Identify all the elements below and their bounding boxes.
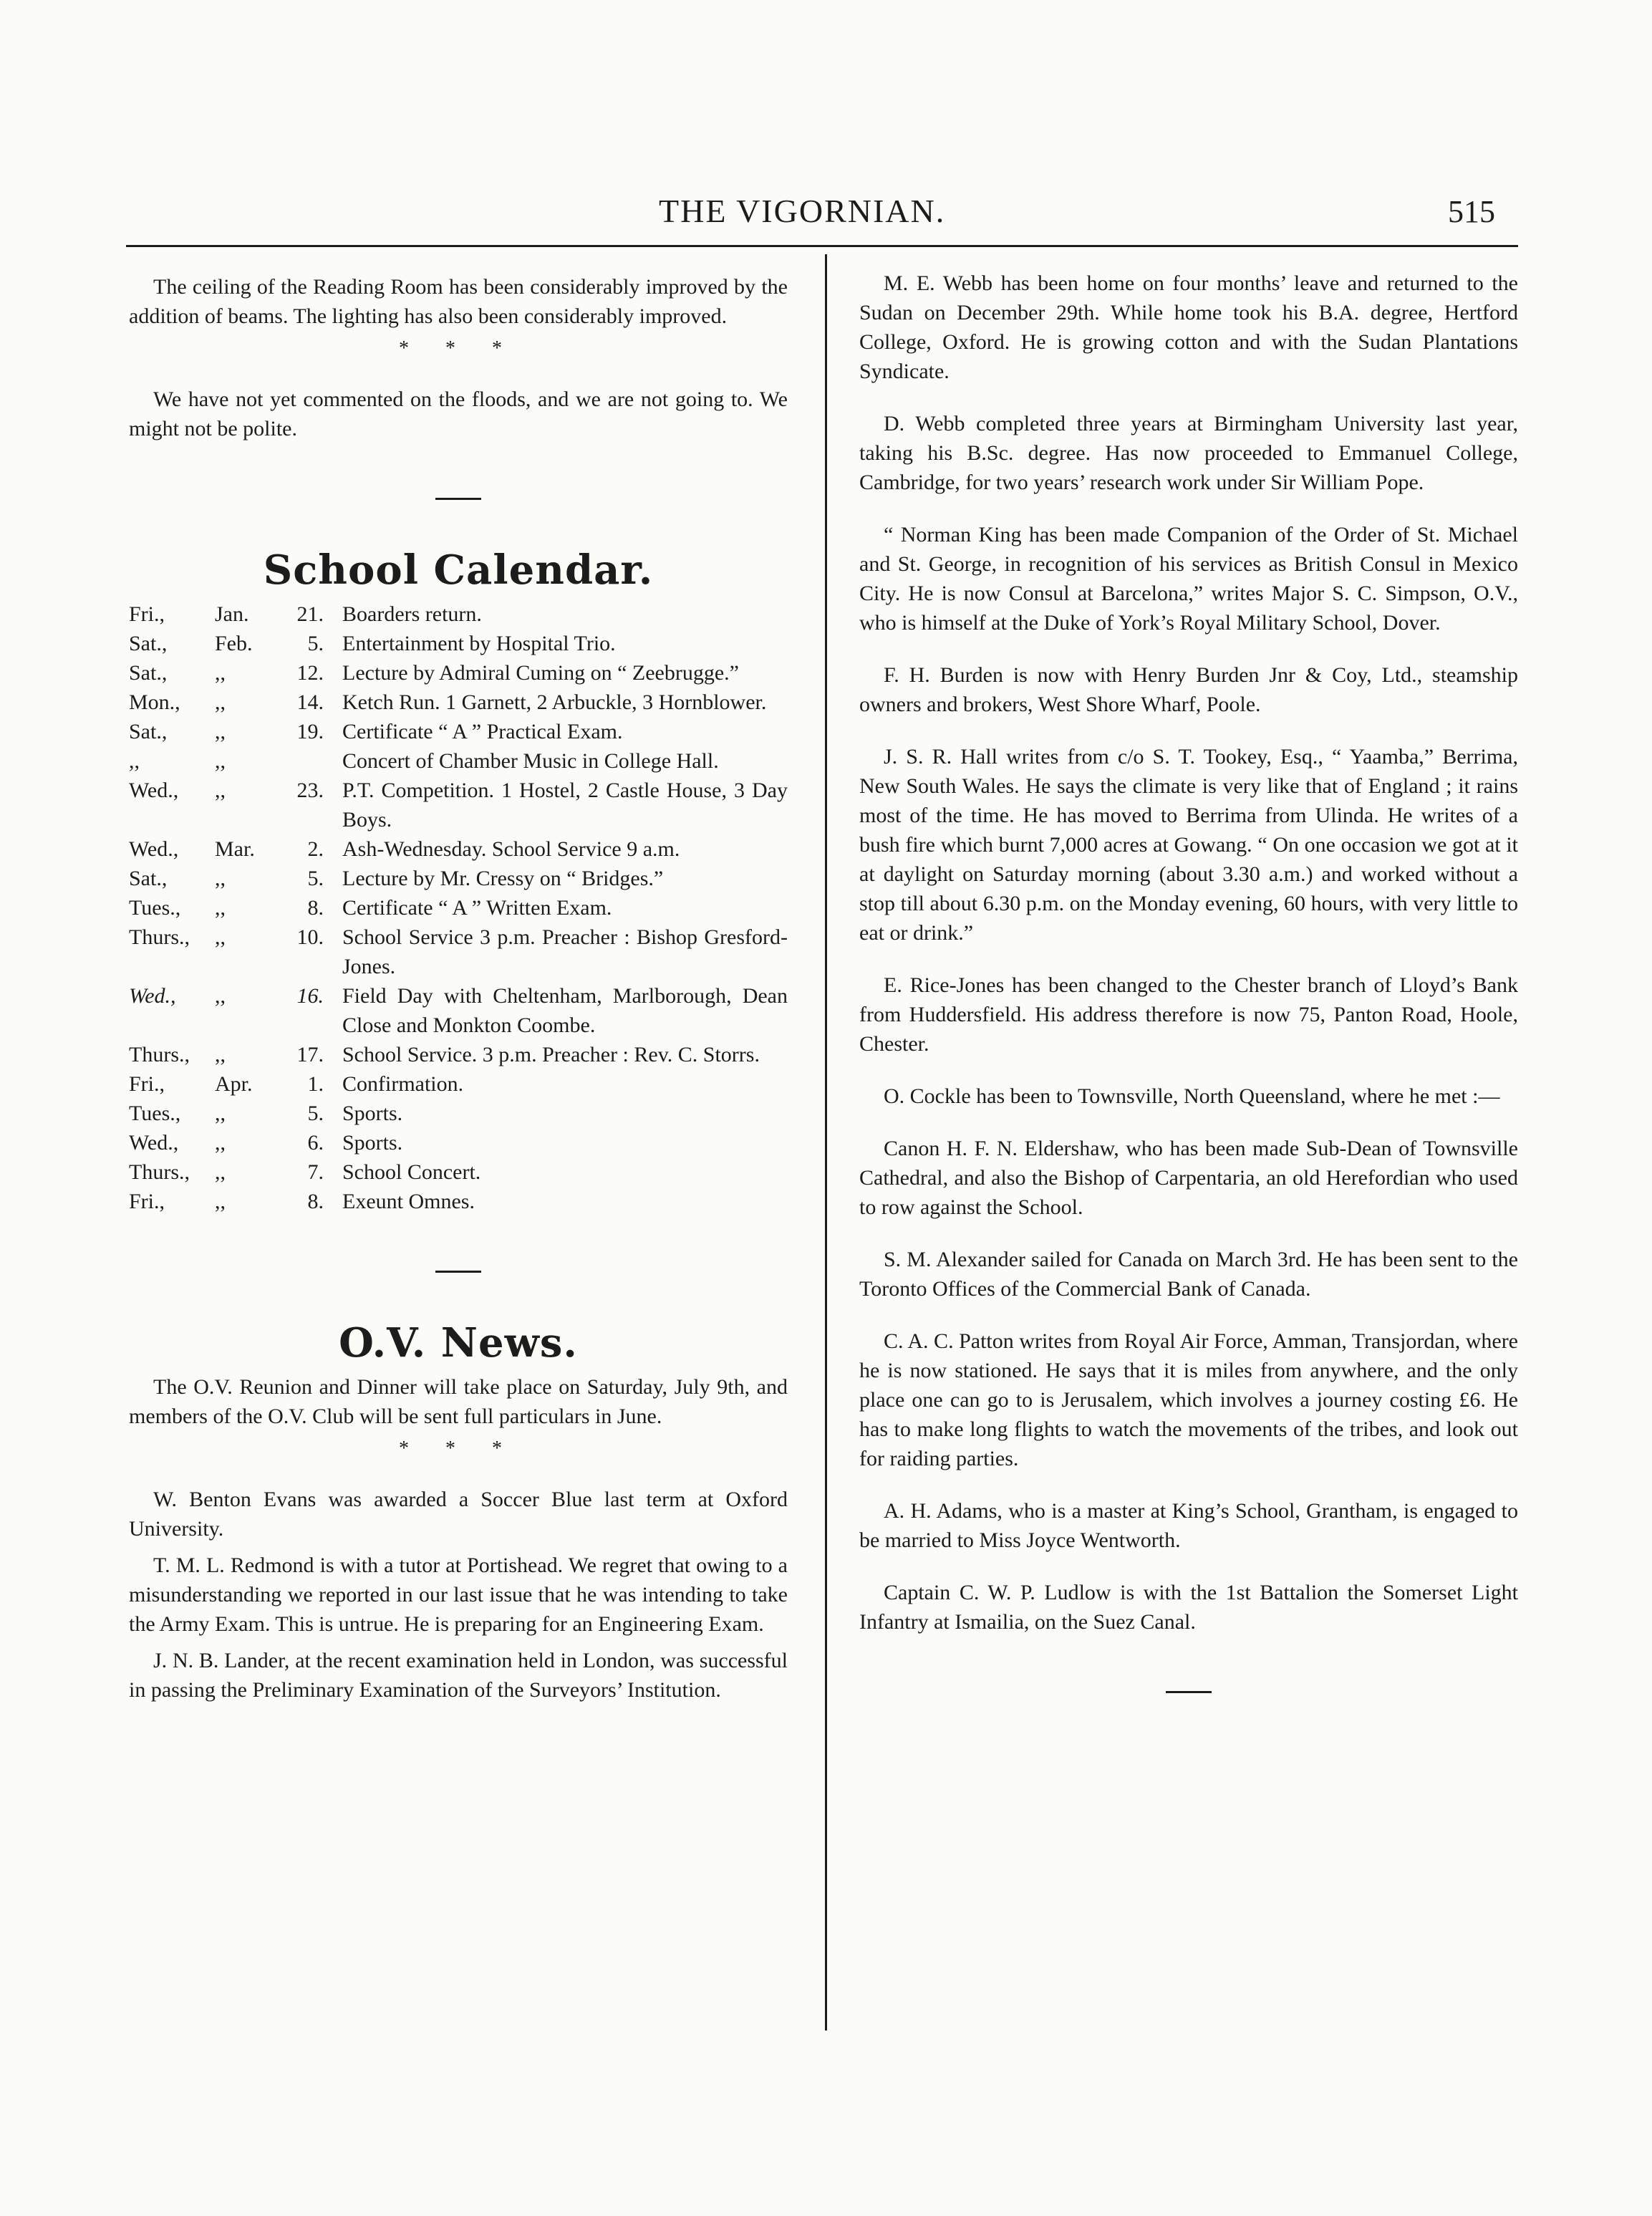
section-divider [435,1271,481,1273]
calendar-event: P.T. Competition. 1 Hostel, 2 Castle House, 3 Day Boys. [342,779,788,832]
section-divider [435,498,481,500]
calendar-month: Mar. [215,837,255,861]
calendar-date: 21. [296,602,324,626]
calendar-row [129,1157,788,1187]
calendar-row [129,834,788,864]
calendar-day: Sat., [129,867,168,890]
calendar-day: ,, [129,749,140,773]
calendar-event: School Service. 3 p.m. Preacher : Rev. C. Storrs. [342,1043,760,1066]
calendar-month: ,, [215,720,226,743]
page-number: 515 [1448,194,1495,229]
calendar-month: ,, [215,925,226,949]
calendar-row [129,893,788,922]
calendar-month: ,, [215,661,226,685]
calendar-day: Mon., [129,690,180,714]
section-ornament: * * * [399,1437,518,1460]
news-item: Captain C. W. P. Ludlow is with the 1st Battalion the Somerset Light Infantry at Ismailia, on the Suez Canal. [859,1581,1518,1634]
calendar-day: Tues., [129,1102,181,1125]
header-rule [126,245,1518,247]
news-item: A. H. Adams, who is a master at King’s School, Grantham, is engaged to be married to Miss Joyce Wentworth. [859,1499,1518,1552]
calendar-event: Boarders return. [342,602,482,626]
calendar-date: 8. [307,1190,324,1213]
calendar-row [129,717,788,746]
calendar-row [129,864,788,893]
news-item: T. M. L. Redmond is with a tutor at Portishead. We regret that owing to a misunderstanding we reported in our last issue that he was intending to take the Army Exam. This is untrue. He is preparing for an Engineering Exam. [129,1553,788,1636]
calendar-day: Thurs., [129,1160,190,1184]
news-item: E. Rice-Jones has been changed to the Chester branch of Lloyd’s Bank from Huddersfield. His address therefore is now 75, Panton Road, Hoole, Chester. [859,973,1518,1056]
calendar-date: 23. [296,779,324,802]
calendar-month: ,, [215,896,226,920]
news-item: Canon H. F. N. Eldershaw, who has been made Sub-Dean of Townsville Cathedral, and also the Bishop of Carpentaria, an old Herefordian who used to row against the School. [859,1137,1518,1219]
calendar-day: Thurs., [129,1043,190,1066]
calendar-day: Wed., [129,1131,179,1155]
calendar-day: Sat., [129,720,168,743]
calendar-month: Feb. [215,632,253,655]
section-divider [1166,1691,1212,1693]
calendar-day: Tues., [129,896,181,920]
calendar-day: Fri., [129,602,165,626]
calendar-date: 1. [307,1072,324,1096]
news-item: F. H. Burden is now with Henry Burden Jnr & Coy, Ltd., steamship owners and brokers, West Shore Wharf, Poole. [859,663,1518,716]
calendar-event: Sports. [342,1131,403,1155]
calendar-month: ,, [215,1190,226,1213]
calendar-date: 6. [307,1131,324,1155]
calendar-day: Wed., [129,837,179,861]
calendar-day: Sat., [129,632,168,655]
calendar-date: 17. [296,1043,324,1066]
intro-paragraph: The ceiling of the Reading Room has been considerably improved by the addition of beams. The lighting has also been considerably improved. [129,275,788,328]
calendar-row [129,1069,788,1099]
news-item: J. S. R. Hall writes from c/o S. T. Tookey, Esq., “ Yaamba,” Berrima, New South Wales. He says the climate is very like that of England ; it rains most of the time. He has moved to Berrima from Ulinda. He writes of a bush fire which burnt 7,000 acres at Gowang. “ On one occasion we got at it at daylight on Saturday morning (about 3.30 a.m.) and worked without a stop till about 6.30 p.m. on the Monday evening, 60 hours, with very little to eat or drink.” [859,745,1518,945]
calendar-month: ,, [215,749,226,773]
calendar-day: Wed., [129,779,179,802]
calendar-row [129,688,788,717]
news-item: “ Norman King has been made Companion of the Order of St. Michael and St. George, in recognition of his services as British Consul in Mexico City. He is now Consul at Barcelona,” writes Major S. C. Simpson, O.V., who is himself at the Duke of York’s Royal Military School, Dover. [859,523,1518,635]
calendar-month: Apr. [215,1072,253,1096]
calendar-date: 5. [307,1102,324,1125]
news-item: C. A. C. Patton writes from Royal Air Force, Amman, Transjordan, where he is now stationed. He says that it is miles from anywhere, and the only place one can go to is Jerusalem, which involves a journey costing £6. He has to make long flights to watch the movements of the tribes, and look out for raiding parties. [859,1329,1518,1470]
calendar-date: 5. [307,867,324,890]
calendar-event: Exeunt Omnes. [342,1190,475,1213]
calendar-event: Lecture by Mr. Cressy on “ Bridges.” [342,867,664,890]
calendar-date: 8. [307,896,324,920]
news-item: D. Webb completed three years at Birmingham University last year, taking his B.Sc. degree. Has now proceeded to Emmanuel College, Cambridge, for two years’ research work under Sir William Pope. [859,412,1518,494]
calendar-event: Certificate “ A ” Written Exam. [342,896,612,920]
calendar-month: ,, [215,690,226,714]
news-item: O. Cockle has been to Townsville, North Queensland, where he met :— [884,1084,1500,1108]
calendar-date: 2. [307,837,324,861]
calendar-list [129,599,788,1216]
calendar-heading: School Calendar. [263,546,654,594]
news-heading: O.V. News. [339,1319,578,1367]
calendar-row [129,658,788,688]
running-title: THE VIGORNIAN. [659,193,946,229]
news-item: W. Benton Evans was awarded a Soccer Blue last term at Oxford University. [129,1488,788,1541]
calendar-event: School Concert. [342,1160,481,1184]
calendar-date [274,746,324,776]
calendar-day: Wed., [129,984,176,1008]
calendar-date: 19. [296,720,324,743]
calendar-row [129,1187,788,1216]
calendar-month: ,, [215,1043,226,1066]
calendar-month: ,, [215,984,226,1008]
calendar-day: Fri., [129,1190,165,1213]
calendar-date: 12. [296,661,324,685]
right-column [859,269,1518,1749]
calendar-event: Confirmation. [342,1072,464,1096]
calendar-event: Sports. [342,1102,403,1125]
calendar-date: 7. [307,1160,324,1184]
news-item: S. M. Alexander sailed for Canada on March 3rd. He has been sent to the Toronto Offices of the Commercial Bank of Canada. [859,1248,1518,1301]
intro-paragraph: We have not yet commented on the floods, and we are not going to. We might not be polite. [129,387,788,440]
news-intro: The O.V. Reunion and Dinner will take place on Saturday, July 9th, and members of the O.V. Club will be sent full particulars in June. [129,1375,788,1428]
calendar-month: ,, [215,867,226,890]
calendar-event: School Service 3 p.m. Preacher : Bishop Gresford-Jones. [342,925,788,978]
calendar-day: Sat., [129,661,168,685]
calendar-event: Ketch Run. 1 Garnett, 2 Arbuckle, 3 Hornblower. [342,690,767,714]
calendar-row [129,1128,788,1157]
calendar-month: ,, [215,1102,226,1125]
calendar-row [129,599,788,629]
calendar-row [129,1040,788,1069]
calendar-row [129,746,788,776]
column-divider [825,254,827,2030]
calendar-day: Fri., [129,1072,165,1096]
left-column [129,272,788,1705]
news-item: J. N. B. Lander, at the recent examination held in London, was successful in passing the Preliminary Examination of the Surveyors’ Institution. [129,1649,788,1702]
calendar-month: ,, [215,779,226,802]
calendar-event: Field Day with Cheltenham, Marlborough, Dean Close and Monkton Coombe. [342,984,788,1037]
calendar-event: Ash-Wednesday. School Service 9 a.m. [342,837,680,861]
calendar-date: 14. [296,690,324,714]
calendar-row [129,629,788,658]
calendar-event: Concert of Chamber Music in College Hall. [342,749,719,773]
calendar-month: ,, [215,1160,226,1184]
calendar-date: 10. [296,925,324,949]
news-item: M. E. Webb has been home on four months’ leave and returned to the Sudan on December 29th. While home took his B.A. degree, Hertford College, Oxford. He is growing cotton and with the Sudan Plantations Syndicate. [859,271,1518,383]
section-ornament: * * * [399,337,518,360]
calendar-row [129,1099,788,1128]
calendar-date: 16. [296,984,324,1008]
calendar-event: Certificate “ A ” Practical Exam. [342,720,623,743]
calendar-row [129,981,788,1040]
calendar-row [129,776,788,834]
calendar-date: 5. [307,632,324,655]
calendar-day: Thurs., [129,925,190,949]
calendar-month: ,, [215,1131,226,1155]
calendar-month: Jan. [215,602,249,626]
calendar-event: Lecture by Admiral Cuming on “ Zeebrugge.” [342,661,739,685]
calendar-row [129,922,788,981]
calendar-event: Entertainment by Hospital Trio. [342,632,616,655]
